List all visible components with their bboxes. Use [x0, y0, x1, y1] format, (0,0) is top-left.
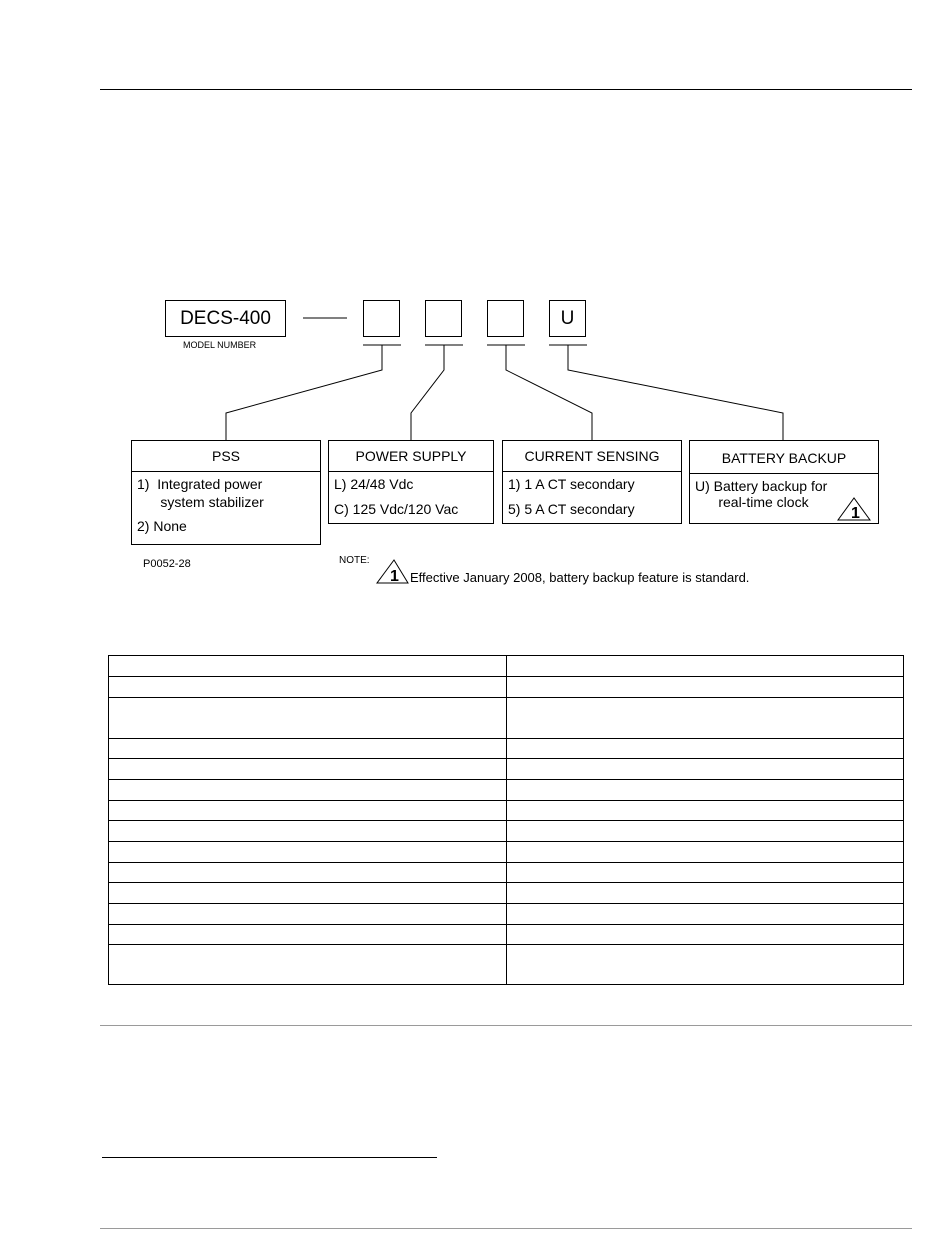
table-cell — [507, 801, 904, 821]
option-title-current-sensing: CURRENT SENSING — [503, 441, 681, 472]
style-slot-2 — [425, 300, 462, 337]
table-cell — [507, 759, 904, 780]
table-row — [109, 739, 904, 759]
style-slot-4: U — [549, 300, 586, 337]
option-title-pss: PSS — [132, 441, 320, 472]
table-cell — [109, 780, 507, 801]
table-cell — [507, 863, 904, 883]
style-slot-1 — [363, 300, 400, 337]
table-row — [109, 945, 904, 985]
option-line: 1) 1 A CT secondary — [508, 476, 635, 492]
section-divider — [100, 1025, 912, 1026]
table-cell — [507, 883, 904, 904]
note-label: NOTE: — [339, 555, 370, 566]
table-cell — [507, 925, 904, 945]
table-row — [109, 698, 904, 739]
table-cell — [109, 656, 507, 677]
table-cell — [507, 698, 904, 739]
table-cell — [507, 945, 904, 985]
option-line: L) 24/48 Vdc — [334, 476, 414, 492]
option-line: C) 125 Vdc/120 Vac — [334, 501, 459, 517]
table-row — [109, 904, 904, 925]
table-row — [109, 801, 904, 821]
table-cell — [507, 780, 904, 801]
footnote-rule — [102, 1157, 437, 1158]
table-cell — [109, 677, 507, 698]
connector-current-sensing — [506, 345, 592, 440]
option-title-power-supply: POWER SUPPLY — [329, 441, 493, 472]
table-row — [109, 759, 904, 780]
table-row — [109, 842, 904, 863]
table-cell — [109, 739, 507, 759]
table-cell — [507, 842, 904, 863]
table-cell — [109, 698, 507, 739]
table-cell — [109, 801, 507, 821]
table-cell — [109, 925, 507, 945]
table-cell — [109, 945, 507, 985]
option-line: U) Battery backup for — [695, 478, 828, 494]
connector-pss — [226, 345, 382, 440]
connector-battery-backup — [568, 345, 783, 440]
note-marker-triangle-icon — [836, 497, 872, 521]
table-row — [109, 883, 904, 904]
table-cell — [507, 739, 904, 759]
table-row — [109, 656, 904, 677]
model-number-caption: MODEL NUMBER — [183, 340, 257, 350]
option-box-current-sensing — [502, 440, 682, 524]
option-line: 5) 5 A CT secondary — [508, 501, 635, 517]
table-cell — [507, 656, 904, 677]
option-box-pss — [131, 440, 321, 545]
note-number: 1 — [390, 568, 399, 584]
table-cell — [109, 883, 507, 904]
connector-power-supply — [411, 345, 444, 440]
style-chart-diagram — [0, 0, 950, 620]
table-cell — [109, 842, 507, 863]
table-row — [109, 863, 904, 883]
table-cell — [109, 904, 507, 925]
option-title-battery-backup: BATTERY BACKUP — [690, 441, 878, 474]
note-triangle-icon — [376, 559, 410, 584]
option-box-power-supply — [328, 440, 494, 524]
model-number-box: DECS-400 — [165, 300, 286, 337]
table-row — [109, 821, 904, 842]
table-row — [109, 780, 904, 801]
table-cell — [507, 677, 904, 698]
spec-table — [108, 655, 904, 985]
option-line: 1) Integrated power — [137, 476, 263, 492]
style-slot-3 — [487, 300, 524, 337]
table-cell — [507, 821, 904, 842]
table-cell — [109, 759, 507, 780]
table-cell — [507, 904, 904, 925]
table-row — [109, 925, 904, 945]
note-text: Effective January 2008, battery backup feature is standard. — [410, 570, 750, 585]
option-line: real-time clock — [695, 494, 809, 510]
figure-id: P0052-28 — [143, 558, 191, 570]
table-cell — [109, 863, 507, 883]
option-line: 2) None — [137, 518, 187, 534]
footer-rule — [100, 1228, 912, 1229]
table-cell — [109, 821, 507, 842]
option-line: system stabilizer — [137, 494, 264, 510]
table-row — [109, 677, 904, 698]
note-marker-number: 1 — [851, 505, 860, 521]
